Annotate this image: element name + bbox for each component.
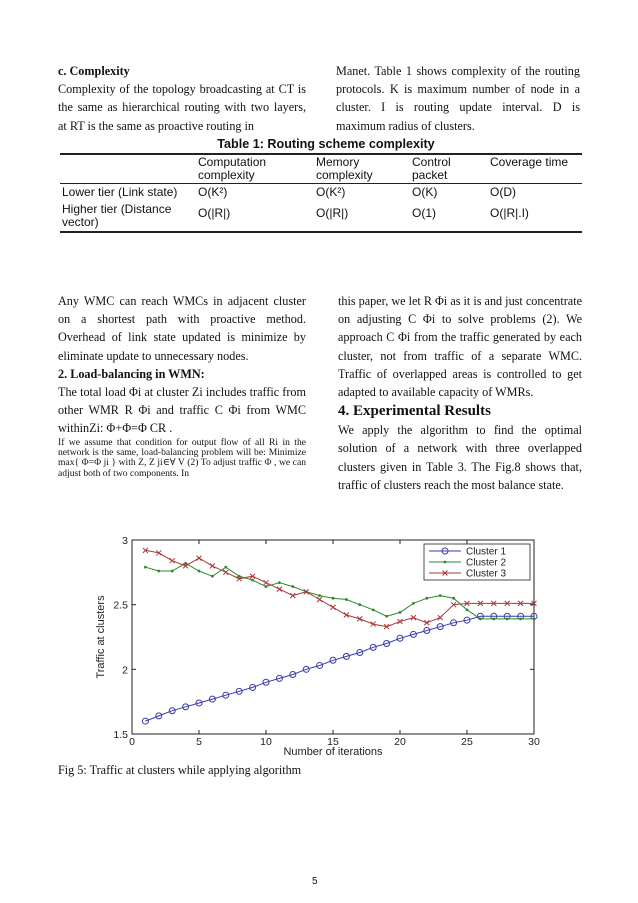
subsection-heading: c. Complexity (58, 64, 130, 78)
table-header-cell: Computation complexity (198, 155, 267, 182)
data-point (317, 597, 322, 602)
series-line-1 (145, 616, 534, 721)
page-number: 5 (312, 876, 318, 887)
table-cell: O(|R|.I) (490, 206, 529, 220)
legend-label: Cluster 3 (466, 568, 507, 580)
data-point (439, 594, 442, 597)
data-point (318, 594, 321, 597)
table-header-cell: Memory complexity (316, 155, 373, 182)
data-point (399, 611, 402, 614)
data-point (198, 570, 201, 573)
table-block (60, 137, 582, 233)
right-column-bottom (338, 292, 582, 494)
data-point (452, 597, 455, 600)
right-column-top (336, 62, 580, 135)
table-title: Table 1: Routing scheme complexity (217, 137, 435, 151)
data-point (251, 579, 254, 582)
data-point (533, 617, 536, 620)
data-point (171, 570, 174, 573)
legend-label: Cluster 1 (466, 546, 507, 558)
paragraph: Any WMC can reach WMCs in adjacent cluster on a shortest path with proactive method. Overhead of link state updated is minimize by eliminate update to unnecessary nodes. (58, 294, 306, 363)
x-tick-label: 15 (327, 736, 339, 748)
data-point (358, 603, 361, 606)
data-point (385, 615, 388, 618)
left-column-top (58, 62, 306, 135)
paragraph: We apply the algorithm to find the optimal solution of a network with three overlapped clusters given in Table 3. The Fig.8 shows that, traffic of clusters reach the most balance state. (338, 423, 582, 492)
data-point (223, 570, 228, 575)
data-point (506, 617, 509, 620)
y-tick-label: 2.5 (113, 599, 128, 612)
data-point (492, 617, 495, 620)
table-cell: Higher tier (Distance vector) (62, 202, 172, 229)
data-point (224, 566, 227, 569)
table-cell: O(K²) (316, 185, 346, 199)
legend-label: Cluster 2 (466, 557, 507, 569)
legend-marker (444, 561, 447, 564)
paragraph: Manet. Table 1 shows complexity of the routing protocols. K is maximum number of node in a cluster. I is routing update interval. D is maximum radius of clusters. (336, 64, 580, 133)
y-tick-label: 3 (122, 535, 128, 547)
x-axis-label: Number of iterations (283, 746, 383, 758)
data-point (211, 575, 214, 578)
data-point (425, 597, 428, 600)
table-cell: O(D) (490, 185, 516, 199)
table-header-row (60, 155, 582, 184)
data-point (170, 558, 175, 563)
data-point (210, 563, 215, 568)
x-tick-label: 20 (394, 736, 406, 748)
data-point (157, 570, 160, 573)
y-axis-label: Traffic at clusters (95, 595, 107, 679)
table-cell: O(K²) (198, 185, 228, 199)
table-cell: O(1) (412, 206, 436, 220)
data-point (290, 593, 295, 598)
table-header-cell (60, 155, 196, 184)
data-point (277, 587, 282, 592)
paragraph: The total load Φi at cluster Zi includes traffic from other WMR R Φi and traffic C Φi from WMC withinZi: Φ+Φ=Φ CR . (58, 385, 306, 436)
table-header-cell: Control packet (412, 155, 451, 182)
data-point (291, 585, 294, 588)
x-tick-label: 30 (528, 736, 540, 748)
data-point (264, 580, 269, 585)
small-paragraph: If we assume that condition for output flow of all Ri in the network is the same, load-balancing problem will be: Minimize max{ Φ=Φ ji } with Z, Z ji∈∀ V (2) To adjust traffic Φ , we can adjust both of two components. In (58, 436, 306, 479)
traffic-chart (78, 530, 558, 760)
data-point (265, 585, 268, 588)
section-heading: 4. Experimental Results (338, 403, 491, 420)
data-point (424, 620, 429, 625)
data-point (278, 581, 281, 584)
data-point (519, 617, 522, 620)
data-point (331, 605, 336, 610)
table-cell: Lower tier (Link state) (62, 185, 178, 199)
table-row (60, 201, 582, 231)
table-cell: O(|R|) (198, 206, 231, 220)
data-point (197, 556, 202, 561)
data-point (466, 608, 469, 611)
x-tick-label: 0 (129, 736, 135, 748)
paragraph: Complexity of the topology broadcasting at CT is the same as hierarchical routing with two layers, at RT is the same as proactive routing in (58, 82, 306, 133)
table-row (60, 184, 582, 202)
table-header-cell: Coverage time (490, 155, 569, 169)
complexity-table (60, 155, 582, 231)
table-cell: O(K) (412, 185, 438, 199)
data-point (144, 566, 147, 569)
x-tick-label: 10 (260, 736, 272, 748)
data-point (345, 598, 348, 601)
data-point (372, 608, 375, 611)
data-point (332, 597, 335, 600)
x-tick-label: 5 (196, 736, 202, 748)
figure-caption: Fig 5: Traffic at clusters while applying algorithm (58, 763, 302, 777)
paragraph: this paper, we let R Φi as it is and just concentrate on adjusting C Φi to solve problems (2). We approach C Φi from the traffic generated by each cluster, not from traffic of a separate WMC. Traffic of overlapped areas is controlled to get adapted to available capacity of WMRs. (338, 294, 582, 400)
y-tick-label: 2 (122, 664, 128, 677)
y-tick-label: 1.5 (113, 729, 128, 741)
data-point (479, 617, 482, 620)
left-column-bottom (58, 292, 306, 479)
table-cell: O(|R|) (316, 206, 349, 220)
section-heading: 2. Load-balancing in WMN: (58, 366, 205, 381)
data-point (438, 615, 443, 620)
x-tick-label: 25 (461, 736, 473, 748)
data-point (412, 602, 415, 605)
